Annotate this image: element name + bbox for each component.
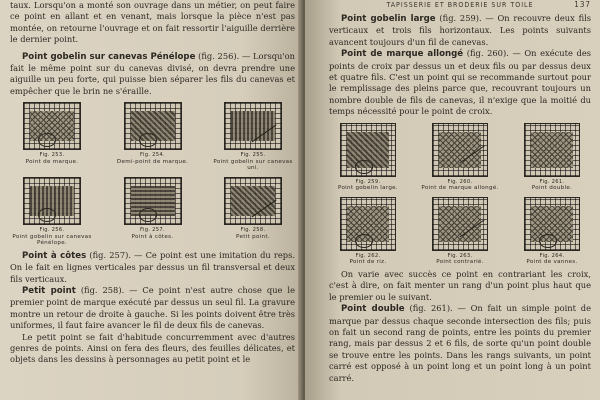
figure-number: Fig. 264. [539, 252, 565, 259]
figure-row-1 [10, 102, 295, 172]
left-paragraph-last: Le petit point se fait d'habitude concurremment avec d'autres genres de points. Ainsi on fera des fleurs, des feuilles délicates, et objets dans les dessins à personnages au petit point et le [10, 331, 295, 365]
embroidery-plate-image [340, 123, 396, 177]
figure-255 [211, 102, 295, 172]
figure-number: Fig. 262. [355, 252, 381, 259]
embroidery-plate-image [432, 197, 488, 251]
embroidery-plate-image [224, 177, 282, 225]
figure-caption: Point contrarié. [436, 259, 484, 266]
figure-number: Fig. 258. [240, 227, 266, 234]
section-title: Point gobelin sur canevas Pénélope [22, 51, 196, 62]
figure-caption: Point double. [531, 185, 573, 192]
figure-caption: Point de marque allongé. [421, 185, 499, 192]
figure-264 [513, 197, 591, 266]
embroidery-plate-image [23, 102, 81, 150]
section-marque-allonge [329, 48, 591, 117]
section-gobelin-penelope [10, 51, 295, 98]
section-title: Point de marque allongé [341, 49, 464, 60]
figure-caption: Point de riz. [349, 259, 387, 266]
section-text: (fig. 260). — On exécute des points de croix par dessus un et deux fils ou par dessus deux et quatre fils. C'est un point qui se recommande surtout pour le remplissage des pleins parce que, recouvrant toujours un nombre double de fils de canevas, il n'exige que la moitié du temps nécessité pour le point de croix. [329, 48, 591, 117]
figure-caption: Point de marque. [25, 158, 79, 165]
figure-number: Fig. 255. [240, 152, 266, 159]
figure-number: Fig. 253. [39, 152, 65, 159]
embroidery-plate-image [432, 123, 488, 177]
embroidery-plate-image [524, 123, 580, 177]
embroidery-plate-image [524, 197, 580, 251]
section-gobelin-large [329, 13, 591, 48]
figure-262 [329, 197, 407, 266]
figure-row-2 [329, 197, 591, 266]
running-head [329, 0, 591, 10]
running-head-text: TAPISSERIE ET BRODERIE SUR TOILE [386, 1, 534, 9]
figure-number: Fig. 256. [39, 227, 65, 234]
figure-number: Fig. 254. [140, 152, 165, 159]
section-ref: (fig. 256). [198, 50, 240, 61]
embroidery-plate-image [124, 102, 182, 150]
figure-260 [421, 123, 499, 192]
embroidery-plate-image [23, 177, 81, 225]
embroidery-plate-image [124, 177, 182, 225]
right-page [305, 0, 600, 400]
embroidery-plate-image [340, 197, 396, 251]
figure-caption: Point de vannes. [526, 259, 578, 266]
right-page-body [329, 0, 591, 384]
figure-number: Fig. 261. [539, 178, 565, 185]
section-point-double [329, 303, 591, 384]
figure-number: Fig. 257. [140, 227, 165, 234]
left-page-body [10, 0, 295, 366]
figure-caption: Point gobelin sur canevas uni. [213, 158, 293, 172]
right-paragraph-varie: On varie avec succès ce point en contrariant les croix, c'est à dire, on fait menter un rang d'un point plus haut que le premier ou le suivant. [329, 269, 591, 302]
figure-caption: Point à côtes. [131, 233, 174, 240]
figure-caption: Demi-point de marque. [116, 158, 189, 165]
figure-number: Fig. 260. [447, 178, 473, 185]
figure-259 [329, 123, 407, 192]
section-text: (fig. 257). — Ce point est une imitation du reps. On le fait en lignes verticales par dessus un fil transversal et deux fils verticaux. [10, 249, 295, 284]
embroidery-plate-image [224, 102, 282, 150]
section-petit-point [10, 285, 295, 332]
left-paragraph-1: taux. Lorsqu'on a monté son ouvrage dans un métier, on peut faire ce point en allant et en venant, mais lorsque la pièce n'est pas montée, on retourne l'ouvrage et on fait ressortir l'aiguille derrière le dernier point. [10, 0, 295, 45]
section-title: Petit point [22, 286, 76, 297]
figure-caption: Point gobelin large. [337, 185, 399, 192]
figure-256 [10, 177, 94, 247]
figure-row-1 [329, 123, 591, 192]
section-point-a-cotes [10, 250, 295, 285]
figure-254 [111, 102, 195, 172]
section-text: — Lorsqu'on fait le même point sur du canevas divisé, on devra prendre une aiguille un peu forte, qui puisse bien séparer les fils du canevas et empêcher que le brin ne s'éraille. [10, 50, 295, 96]
figure-263 [421, 197, 499, 266]
section-title: Point gobelin large [341, 14, 436, 24]
section-text: (fig. 259). — On recouvre deux fils verticaux et trois fils horizontaux. Les points suivants avancent toujours d'un fil de canevas. [329, 13, 592, 47]
page-number: 137 [574, 0, 591, 9]
figure-258 [211, 177, 295, 247]
figure-257 [111, 177, 195, 247]
section-text: (fig. 258). — Ce point n'est autre chose que le premier point de marque exécuté par dessus un seul fil. La gravure montre un retour de droite à gauche. Si les points doivent être très uniformes, il faut faire avancer le fil de deux fils de canevas. [10, 285, 295, 331]
figure-caption: Petit point. [236, 233, 270, 240]
figure-caption: Point gobelin sur canevas Pénélope. [12, 233, 92, 247]
figure-row-2 [10, 177, 295, 247]
section-text: (fig. 261). — On fait un simple point de marque par dessus chaque seconde intersection des fils; puis on fait un second rang de points, entre les points du premier rang, mais par dessus 2 et 6 fils, de sorte qu'un point double se trouve entre les points. Dans les rangs suivants, un point carré est opposé à un point long et un point long à un point carré. [329, 303, 591, 383]
figure-261 [513, 123, 591, 192]
section-title: Point à côtes [22, 250, 87, 261]
figure-number: Fig. 259. [355, 178, 381, 185]
figure-number: Fig. 263. [447, 252, 473, 259]
section-title: Point double [341, 304, 405, 315]
figure-253 [10, 102, 94, 172]
